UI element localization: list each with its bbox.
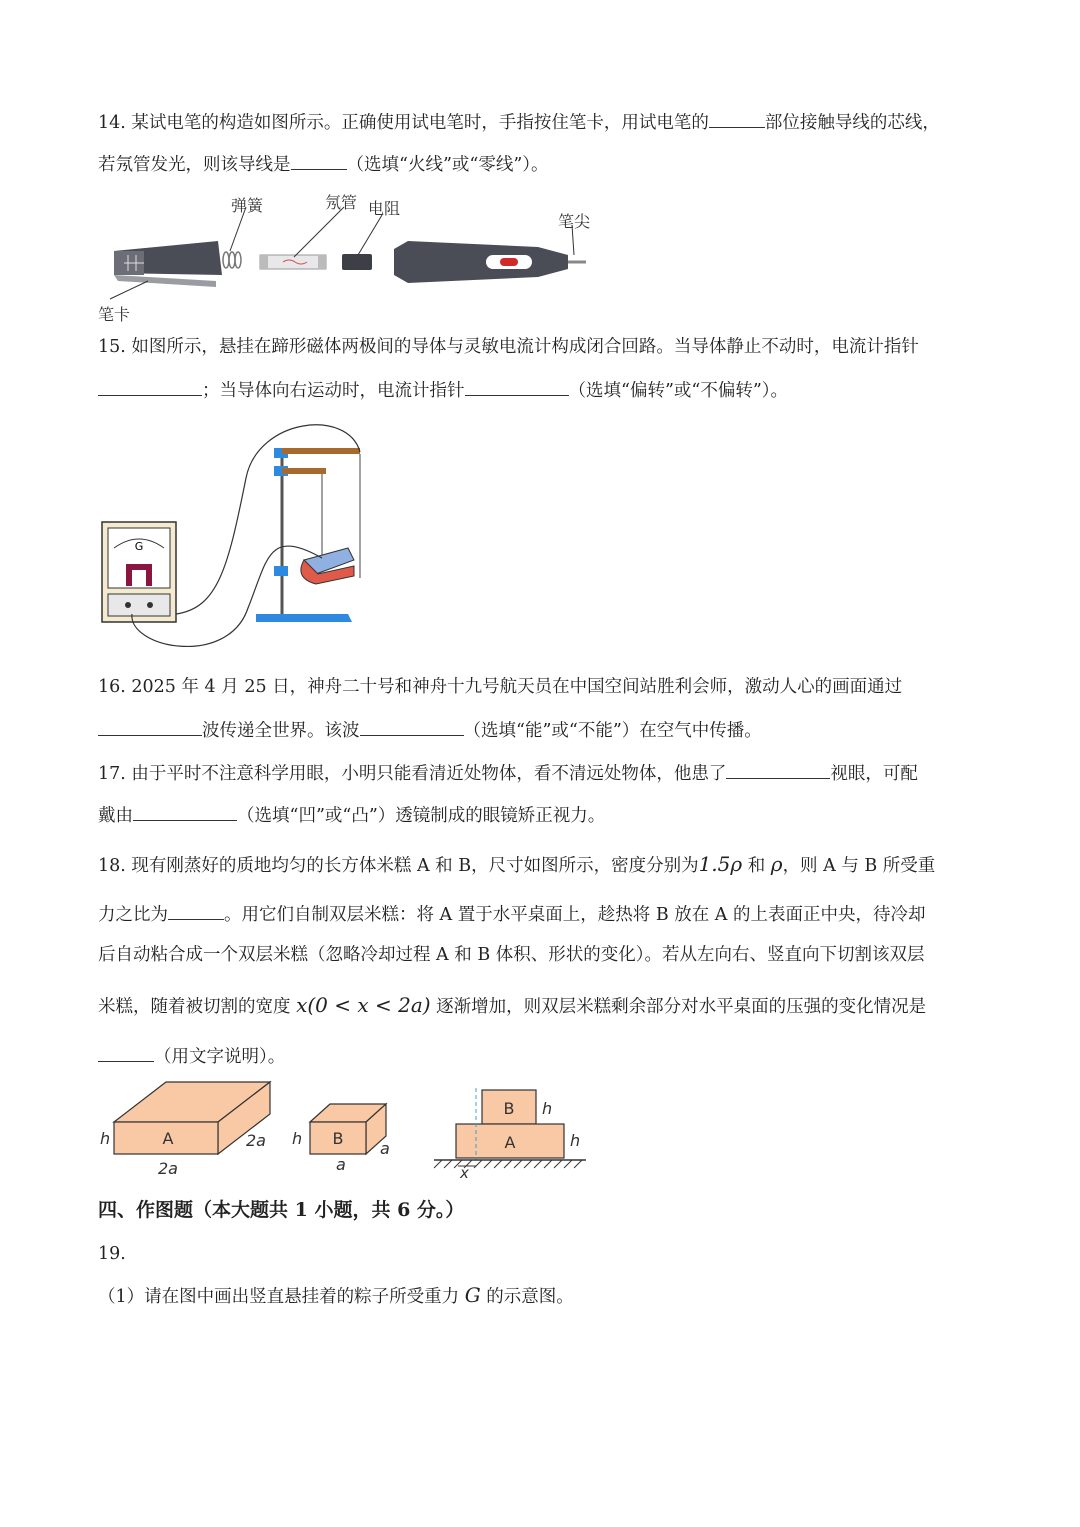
pen-body	[394, 241, 586, 283]
table-hatch	[434, 1160, 582, 1168]
q14-line2: 若氖管发光，则该导线是 （选填“火线”或“零线”）。	[98, 151, 549, 177]
q15-blank1[interactable]	[98, 377, 202, 396]
q19-number: 19.	[98, 1244, 126, 1264]
q18-line1: 18. 现有刚蒸好的质地均匀的长方体米糕 A 和 B，尺寸如图所示，密度分别为1.5ρ 和 ρ，则 A 与 B 所受重	[98, 852, 936, 876]
q16-line1: 16. 2025 年 4 月 25 日，神舟二十号和神舟十九号航天员在中国空间站胜利会师，激动人心的画面通过	[98, 677, 903, 697]
label-x: x	[460, 1164, 469, 1180]
leader-resistor	[358, 215, 382, 255]
q14-line1: 14. 某试电笔的构造如图所示。正确使用试电笔时，手指按住笔卡，用试电笔的 部位接触导线的芯线，	[98, 109, 940, 135]
label-hB: h	[292, 1129, 303, 1148]
label-A2: A	[504, 1133, 516, 1152]
neon-tube	[260, 255, 326, 269]
galvanometer	[102, 522, 176, 622]
q16-blank2[interactable]	[360, 717, 464, 736]
label-a-width: a	[336, 1155, 346, 1174]
q16-line2: 波传递全世界。该波 （选填“能”或“不能”）在空气中传播。	[98, 717, 762, 743]
q19-part1: （1）请在图中画出竖直悬挂着的粽子所受重力 G 的示意图。	[98, 1283, 574, 1307]
rice-cake-figure	[96, 1078, 596, 1180]
q15-blank2[interactable]	[465, 377, 569, 396]
label-hA: h	[100, 1129, 111, 1148]
horseshoe-magnet	[301, 548, 354, 584]
leader-neon	[294, 207, 344, 257]
q18-line4: 米糕，随着被切割的宽度 x(0 < x < 2a) 逐渐增加，则双层米糕剩余部分对水平桌面的压强的变化情况是	[98, 993, 927, 1017]
q15-line2: ；当导体向右运动时，电流计指针 （选填“偏转”或“不偏转”）。	[98, 377, 788, 403]
label-h-stack-B: h	[542, 1099, 553, 1118]
q18-line5: （用文字说明）。	[98, 1043, 285, 1069]
label-resistor: 电阻	[368, 199, 401, 218]
label-2a-width: 2a	[158, 1159, 178, 1178]
q17-line2: 戴由 （选填“凹”或“凸”）透镜制成的眼镜矫正视力。	[98, 802, 605, 828]
label-a-depth: a	[380, 1139, 390, 1158]
label-clip: 笔卡	[98, 305, 131, 324]
q18-blank2[interactable]	[98, 1043, 154, 1062]
q14-blank1[interactable]	[709, 109, 765, 128]
q18-line2: 力之比为 。用它们自制双层米糕：将 A 置于水平桌面上，趁热将 B 放在 A 的上表面正中央，待冷却	[98, 901, 926, 927]
label-B1: B	[332, 1129, 344, 1148]
section4-heading: 四、作图题（本大题共 1 小题，共 6 分。）	[98, 1199, 465, 1221]
label-A1: A	[162, 1129, 174, 1148]
q18-blank1[interactable]	[168, 901, 224, 920]
galvanometer-letter: G	[134, 540, 144, 553]
q16-blank1[interactable]	[98, 717, 202, 736]
label-B2: B	[503, 1099, 515, 1118]
q18-line3: 后自动粘合成一个双层米糕（忽略冷却过程 A 和 B 体积、形状的变化）。若从左向右、竖直向下切割该双层	[98, 945, 925, 965]
label-neon: 氖管	[325, 193, 358, 212]
spring	[223, 252, 241, 268]
leader-clip	[110, 281, 148, 299]
q17-line1: 17. 由于平时不注意科学用眼，小明只能看清近处物体，看不清远处物体，他患了 视眼，可配	[98, 760, 918, 786]
label-h-stack-A: h	[570, 1131, 581, 1150]
iron-stand	[256, 448, 360, 622]
q17-blank2[interactable]	[133, 802, 237, 821]
q14-blank2[interactable]	[291, 151, 347, 170]
galvanometer-figure	[98, 418, 378, 658]
q17-blank1[interactable]	[726, 760, 830, 779]
label-2a-depth: 2a	[246, 1131, 266, 1150]
label-spring: 弹簧	[231, 196, 264, 215]
resistor	[342, 254, 372, 270]
label-tip: 笔尖	[558, 212, 591, 231]
q15-line1: 15. 如图所示，悬挂在蹄形磁体两极间的导体与灵敏电流计构成闭合回路。当导体静止不动时，电流计指针	[98, 337, 919, 357]
block-B	[310, 1104, 386, 1154]
pen-cap-part	[114, 241, 222, 287]
